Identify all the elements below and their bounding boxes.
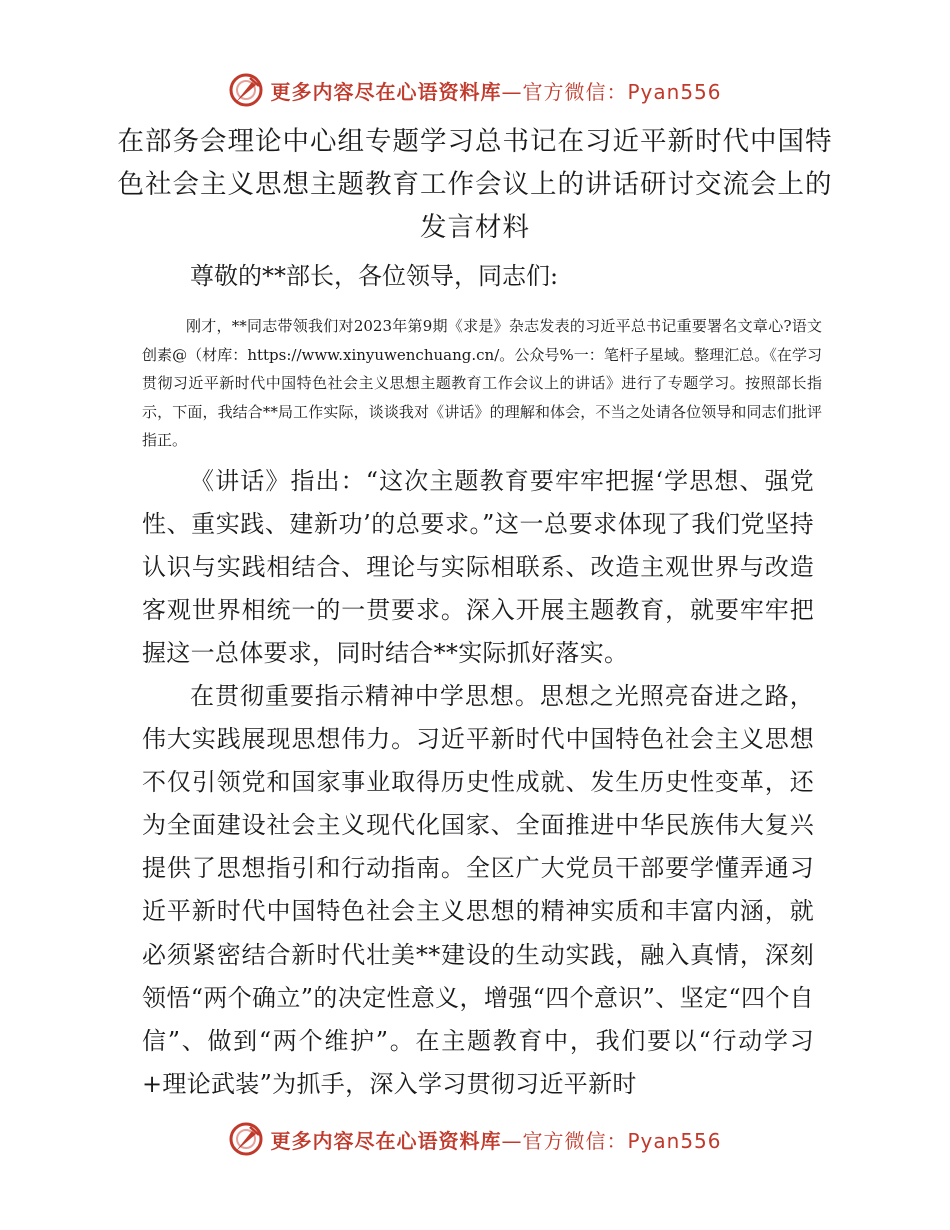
banner-text: 更多内容尽在心语资料库—官方微信：Pyan556 <box>270 1128 722 1153</box>
wechat-id: Pyan556 <box>627 79 722 104</box>
quill-logo-icon <box>228 1121 264 1157</box>
header-watermark-banner <box>0 70 950 110</box>
banner-text: 更多内容尽在心语资料库—官方微信：Pyan556 <box>270 79 722 104</box>
quill-logo-icon <box>228 72 264 108</box>
footer-watermark-banner <box>0 1119 950 1159</box>
document-title: 在部务会理论中心组专题学习总书记在习近平新时代中国特色社会主义思想主题教育工作会议上的讲话研讨交流会上的发言材料 <box>117 126 833 243</box>
body-paragraph-2: 在贯彻重要指示精神中学思想。思想之光照亮奋进之路，伟大实践展现思想伟力。习近平新时代中国特色社会主义思想不仅引领党和国家事业取得历史性成就、发生历史性变革，还为全面建设社会主义现代化国家、全面推进中华民族伟大复兴提供了思想指引和行动指南。全区广大党员干部要学懂弄通习近平新时代中国特色社会主义思想的精神实质和丰富内涵，就必须紧密结合新时代壮美**建设的生动实践，融入真情，深刻领悟“两个确立”的决定性意义，增强“四个意识”、坚定“四个自信”、做到“两个维护”。在主题教育中，我们要以“行动学习+理论武装”为抓手，深入学习贯彻习近平新时 <box>142 682 814 1098</box>
salutation: 尊敬的**部长，各位领导，同志们: <box>190 262 559 290</box>
body-paragraph-1: 《讲话》指出：“这次主题教育要牢牢把握‘学思想、强党性、重实践、建新功’的总要求。”这一总要求体现了我们党坚持认识与实践相结合、理论与实际相联系、改造主观世界与改造客观世界相统一的一贯要求。深入开展主题教育，就要牢牢把握这一总体要求，同时结合**实际抓好落实。 <box>142 467 814 668</box>
wechat-id: Pyan556 <box>627 1128 722 1153</box>
intro-paragraph: 刚才，**同志带领我们对2023年第9期《求是》杂志发表的习近平总书记重要署名文章心?语文创素@（材库：https://www.xinyuwenchuang.cn/。公众号%一：笔杆子星域。整理汇总。《在学习贯彻习近平新时代中国特色社会主义思想主题教育工作会议上的讲话》进行了专题学习。按照部长指示，下面，我结合**局工作实际，谈谈我对《讲话》的理解和体会，不当之处请各位领导和同志们批评指正。 <box>142 317 822 449</box>
